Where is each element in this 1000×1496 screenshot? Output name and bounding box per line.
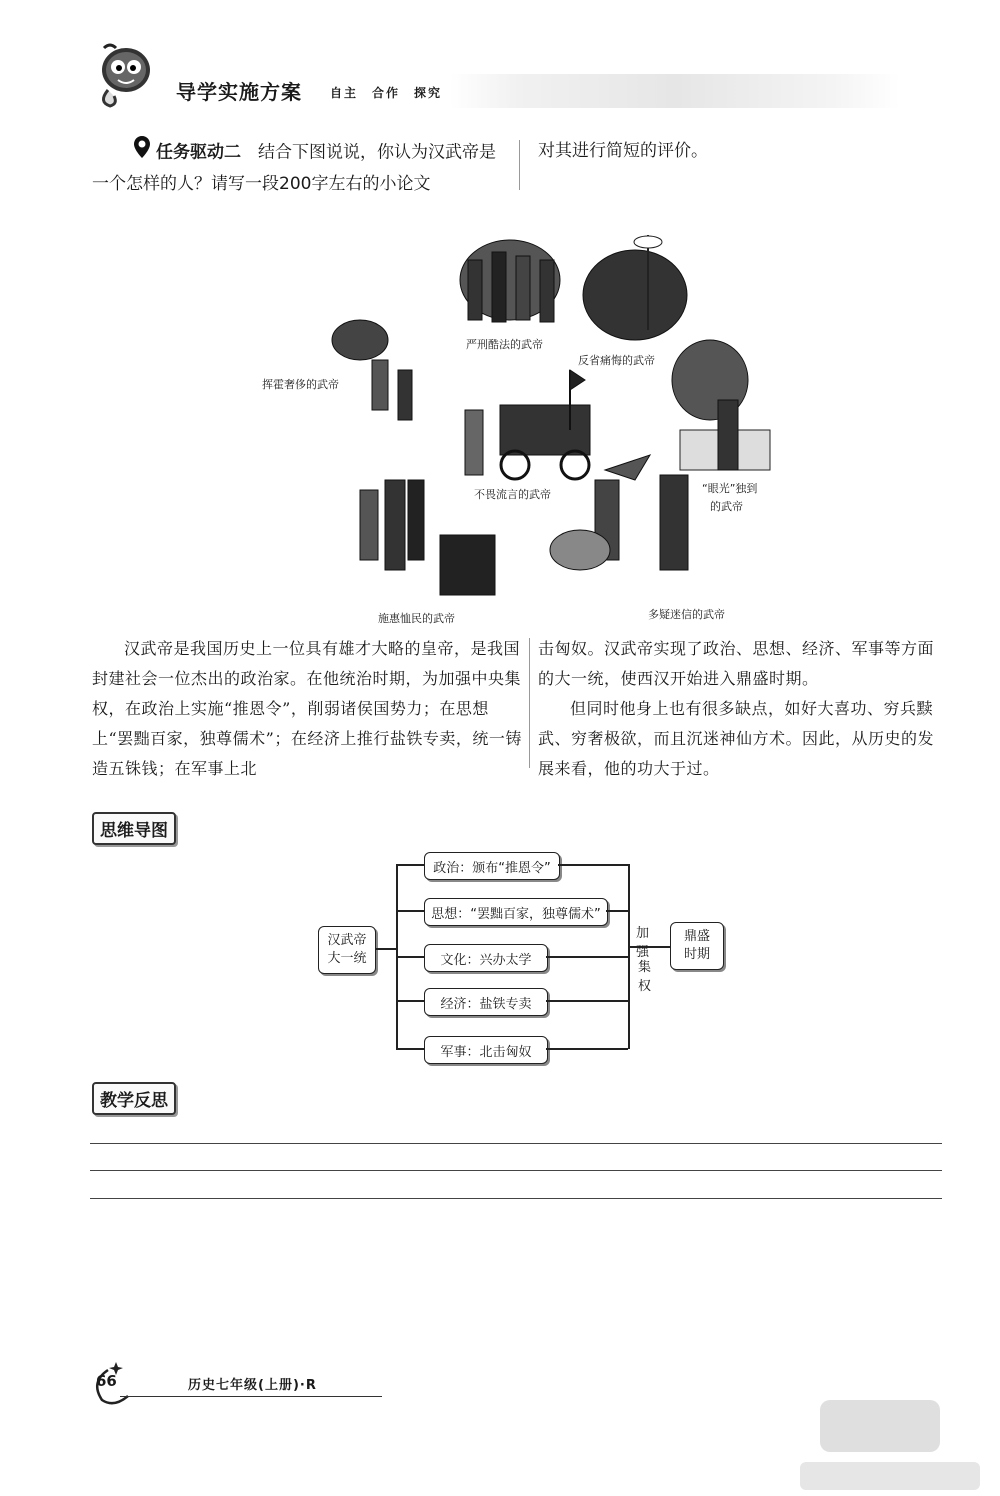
mascot-logo bbox=[88, 40, 160, 112]
answer-column-right bbox=[538, 634, 948, 784]
connector bbox=[396, 864, 424, 866]
answer-paragraph-2: 但同时他身上也有很多缺点，如好大喜功、穷兵黩武、穷奢极欲，而且沉迷神仙方术。因此，从历史的发展来看，他的功大于过。 bbox=[538, 699, 935, 778]
task-label: 任务驱动二 bbox=[156, 142, 241, 163]
caption-fearless: 不畏流言的武帝 bbox=[474, 488, 551, 501]
task-text: 结合下图说说，你认为汉武帝是一个怎样的人？请写一段200字左右的小论文 bbox=[92, 142, 496, 194]
footer-divider bbox=[120, 1396, 382, 1397]
illustration-drawing bbox=[240, 230, 780, 630]
caption-vision-line2: 的武帝 bbox=[710, 500, 743, 513]
mindmap-branch-politics: 政治：颁布“推恩令” bbox=[424, 852, 560, 880]
mindmap-branch-military: 军事：北击匈奴 bbox=[424, 1036, 548, 1064]
connector bbox=[396, 910, 424, 912]
mindmap-center-line1: 汉武帝 bbox=[327, 933, 367, 948]
caption-repentant: 反省痛悔的武帝 bbox=[578, 354, 655, 367]
page-number: 66 bbox=[96, 1372, 117, 1390]
task-prompt bbox=[92, 136, 512, 200]
connector bbox=[558, 864, 628, 866]
connector bbox=[396, 1000, 424, 1002]
caption-benevolent: 施惠恤民的武帝 bbox=[378, 612, 455, 625]
footer-book-title: 历史七年级(上册)·R bbox=[188, 1378, 317, 1393]
caption-superstitious: 多疑迷信的武帝 bbox=[648, 608, 725, 621]
answer-paragraph-1-continued: 击匈奴。汉武帝实现了政治、思想、经济、军事等方面的大一统，使西汉开始进入鼎盛时期。 bbox=[538, 639, 935, 688]
section-tag-reflection: 教学反思 bbox=[92, 1082, 176, 1115]
caption-harsh-law: 严刑酷法的武帝 bbox=[466, 338, 543, 351]
column-divider bbox=[519, 140, 520, 190]
header-title: 导学实施方案 bbox=[176, 80, 302, 104]
answer-paragraph-1: 汉武帝是我国历史上一位具有雄才大略的皇帝，是我国封建社会一位杰出的政治家。在他统治时期，为加强中央集权，在政治上实施“推恩令”，削弱诸侯国势力；在思想上“罢黜百家，独尊儒术”；在经济上推行盐铁专卖，统一铸造五铢钱；在军事上北 bbox=[92, 639, 522, 778]
section-tag-mindmap: 思维导图 bbox=[92, 812, 176, 845]
mindmap-link-top: 加强 bbox=[636, 926, 650, 960]
mindmap-center bbox=[318, 926, 376, 974]
header-band bbox=[450, 74, 900, 108]
mindmap-center-line2: 大一统 bbox=[327, 951, 367, 966]
mindmap-branch-economy: 经济：盐铁专卖 bbox=[424, 988, 548, 1016]
watermark-logo bbox=[760, 1392, 1000, 1496]
location-pin-icon bbox=[134, 136, 150, 169]
connector bbox=[546, 956, 628, 958]
mindmap-result-line1: 鼎盛 bbox=[683, 929, 710, 944]
mindmap-branch-culture: 文化：兴办太学 bbox=[424, 944, 548, 972]
task-text-continued: 对其进行简短的评价。 bbox=[538, 141, 708, 161]
header-tags: 自主 合作 探究 bbox=[330, 86, 443, 100]
caption-vision-line1: “眼光”独到 bbox=[702, 482, 758, 495]
mindmap-link-bottom: 集权 bbox=[638, 960, 652, 994]
mindmap-result-line2: 时期 bbox=[683, 947, 710, 962]
connector bbox=[396, 1048, 424, 1050]
column-divider bbox=[529, 638, 530, 768]
connector bbox=[546, 1048, 628, 1050]
connector bbox=[606, 910, 628, 912]
answer-line[interactable] bbox=[90, 1198, 942, 1199]
connector bbox=[628, 864, 630, 1049]
connector bbox=[376, 948, 396, 950]
answer-line[interactable] bbox=[90, 1170, 942, 1171]
mindmap-result bbox=[670, 922, 724, 970]
illustration-han-wudi bbox=[240, 230, 780, 630]
caption-extravagant: 挥霍奢侈的武帝 bbox=[262, 378, 339, 391]
answer-line[interactable] bbox=[90, 1143, 942, 1144]
connector bbox=[546, 1000, 628, 1002]
mindmap-branch-thought: 思想：“罢黜百家，独尊儒术” bbox=[424, 898, 608, 926]
connector bbox=[396, 956, 424, 958]
